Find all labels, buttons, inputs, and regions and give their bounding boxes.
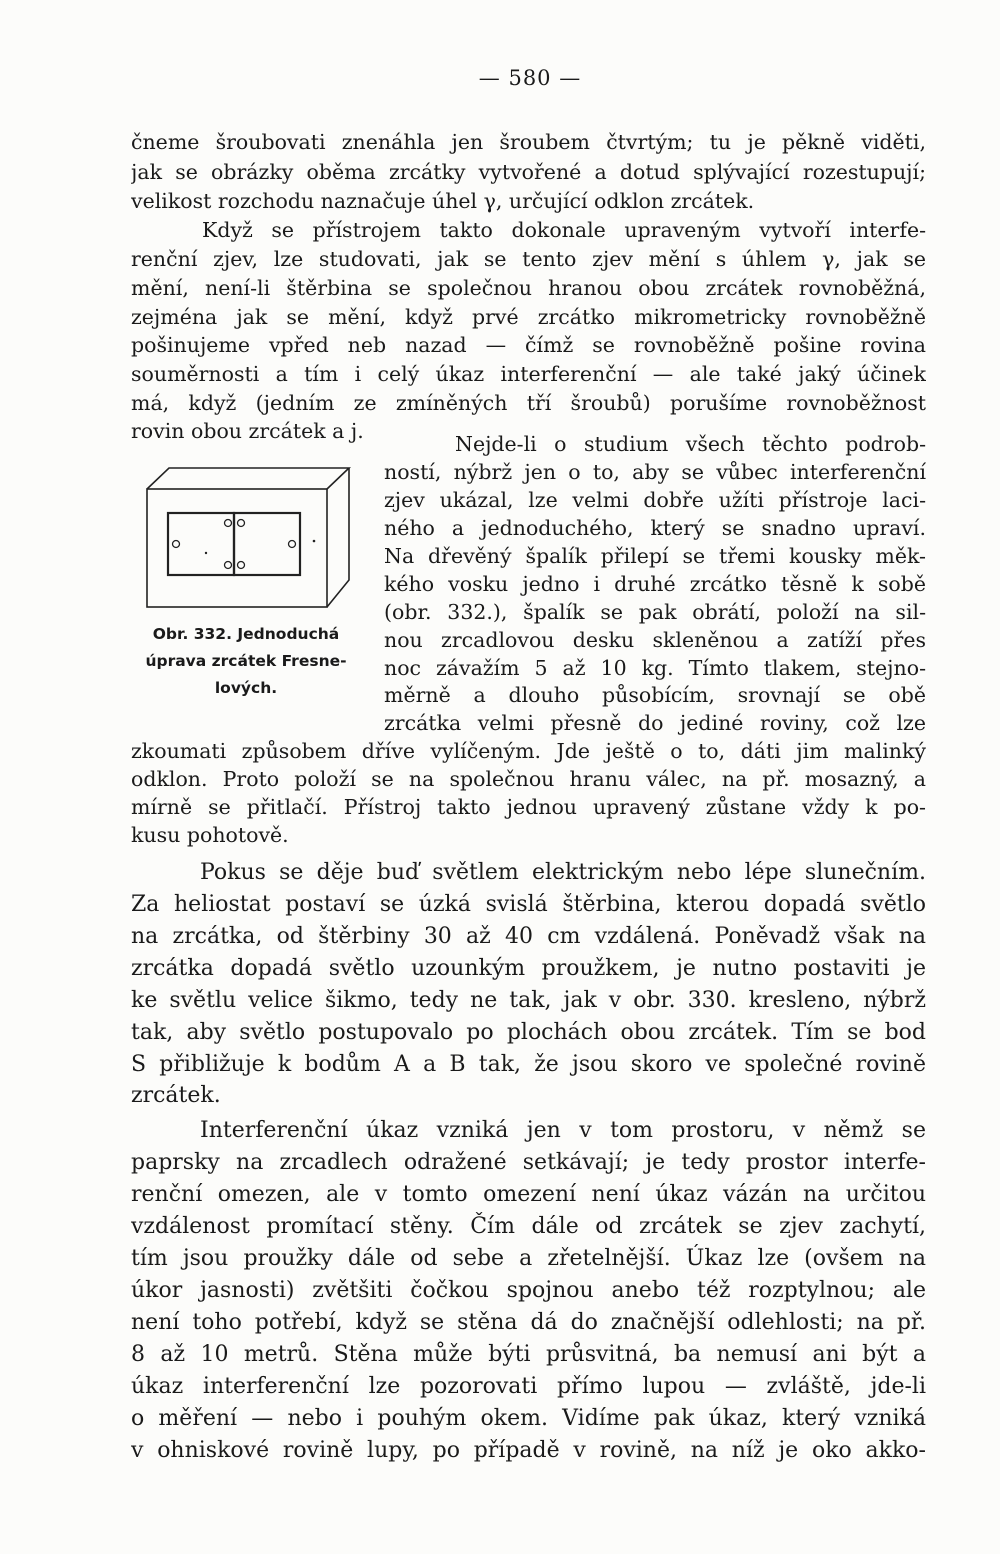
wax-dot — [225, 562, 232, 569]
text-line: Když se přístrojem takto dokonale upraveným vytvoří interfe- — [202, 218, 926, 242]
text-line: noc závažím 5 až 10 kg. Tímto tlakem, stejno- — [384, 656, 926, 680]
text-line: ke světlu velice šikmo, tedy ne tak, jak v obr. 330. kresleno, nýbrž — [131, 988, 926, 1013]
text-line: není toho potřebí, když se stěna dá do značnější odlehlosti; na př. — [131, 1310, 926, 1335]
block-side — [327, 468, 349, 607]
text-line: S přibližuje k bodům A a B tak, že jsou skoro ve společné rovině — [131, 1052, 926, 1077]
text-line: v ohniskové rovině lupy, po případě v rovině, na níž je oko akko- — [131, 1438, 926, 1463]
wax-dot — [225, 520, 232, 527]
text-line: Na dřevěný špalík přilepí se třemi kousky měk- — [384, 544, 926, 568]
wax-dot — [173, 541, 180, 548]
text-line: souměrnosti a tím i celý úkaz interferenční — ale také jaký účinek — [131, 362, 926, 386]
text-line: odklon. Proto položí se na společnou hranu válec, na př. mosazný, a — [131, 767, 926, 791]
text-line: vzdálenost promítací stěny. Čím dále od zrcátek se zjev zachytí, — [131, 1214, 926, 1239]
caption-line: Obr. 332. Jednoduchá — [152, 625, 340, 643]
page-number: — 580 — — [478, 66, 582, 90]
mirror-block-figure — [146, 467, 352, 613]
text-line: úkor jasnosti) zvětšiti čočkou spojnou anebo též rozptylnou; ale — [131, 1278, 926, 1303]
text-line: měrně a dlouho působícím, srovnají se obě — [384, 683, 926, 707]
text-line: Pokus se děje buď světlem elektrickým nebo lépe slunečním. — [200, 860, 926, 885]
text-line: úkaz interferenční lze pozorovati přímo lupou — zvláště, jde-li — [131, 1374, 926, 1399]
text-line: ného a jednoduchého, který se snadno upraví. — [384, 516, 926, 540]
wax-dot — [238, 520, 245, 527]
text-line: jak se obrázky oběma zrcátky vytvořené a dotud splývající rozestupují; — [131, 160, 926, 184]
text-line: ností, nýbrž jen o to, aby se vůbec interferenční — [384, 460, 926, 484]
text-line: zrcátka dopadá světlo uzounkým proužkem, je nutno postaviti je — [131, 956, 926, 981]
text-line: renční zjev, lze studovati, jak se tento zjev mění s úhlem γ, jak se — [131, 247, 926, 271]
text-line: mění, není-li štěrbina se společnou hranou obou zrcátek rovnoběžná, — [131, 276, 926, 300]
text-line: Za heliostat postaví se úzká svislá štěrbina, kterou dopadá světlo — [131, 892, 926, 917]
text-line: zkoumati způsobem dříve vylíčeným. Jde ještě o to, dáti jim malinký — [131, 739, 926, 763]
text-line: zrcátka velmi přesně do jediné roviny, což lze — [384, 711, 926, 735]
text-line: kusu pohotově. — [131, 823, 289, 847]
speck — [313, 540, 316, 543]
text-line: pošinujeme vpřed neb nazad — čímž se rovnoběžně pošine rovina — [131, 333, 926, 357]
text-line: paprsky na zrcadlech odražené setkávají; je tedy prostor interfe- — [131, 1150, 926, 1175]
speck — [205, 552, 207, 554]
text-line: velikost rozchodu naznačuje úhel γ, určující odklon zrcátek. — [131, 189, 755, 213]
text-line: (obr. 332.), špalík se pak obrátí, položí na sil- — [384, 600, 926, 624]
text-line: 8 až 10 metrů. Stěna může býti průsvitná, ba nemusí ani být a — [131, 1342, 926, 1367]
text-line: má, když (jedním ze zmíněných tří šroubů) porušíme rovnoběžnost — [131, 391, 926, 415]
text-line: Nejde-li o studium všech těchto podrob- — [455, 432, 926, 456]
text-line: na zrcátka, od štěrbiny 30 až 40 cm vzdálená. Poněvadž však na — [131, 924, 926, 949]
text-line: tím jsou proužky dále od sebe a zřetelnější. Úkaz lze (ovšem na — [131, 1246, 926, 1271]
caption-line: úprava zrcátek Fresne- — [145, 652, 347, 670]
text-line: nou zrcadlovou desku skleněnou a zatíží přes — [384, 628, 926, 652]
text-line: čneme šroubovati znenáhla jen šroubem čtvrtým; tu je pěkně viděti, — [131, 130, 926, 154]
wax-dot — [238, 562, 245, 569]
text-line: o měření — nebo i pouhým okem. Vidíme pak úkaz, který vzniká — [131, 1406, 926, 1431]
text-line: renční omezen, ale v tomto omezení není úkaz vázán na určitou — [131, 1182, 926, 1207]
text-line: rovin obou zrcátek a j. — [131, 419, 364, 443]
text-line: zjev ukázal, lze velmi dobře užíti přístroje laci- — [384, 488, 926, 512]
text-line: Interferenční úkaz vzniká jen v tom prostoru, v němž se — [200, 1118, 926, 1143]
text-line: zejména jak se mění, když prvé zrcátko mikrometricky rovnoběžně — [131, 305, 926, 329]
text-line: tak, aby světlo postupovalo po plochách obou zrcátek. Tím se bod — [131, 1020, 926, 1045]
caption-line: lových. — [214, 679, 278, 697]
block-top — [147, 468, 349, 489]
text-line: kého vosku jedno i druhé zrcátko těsně k sobě — [384, 572, 926, 596]
text-line: zrcátek. — [131, 1083, 221, 1108]
wax-dot — [289, 541, 296, 548]
text-line: mírně se přitlačí. Přístroj takto jednou upravený zůstane vždy k po- — [131, 795, 926, 819]
